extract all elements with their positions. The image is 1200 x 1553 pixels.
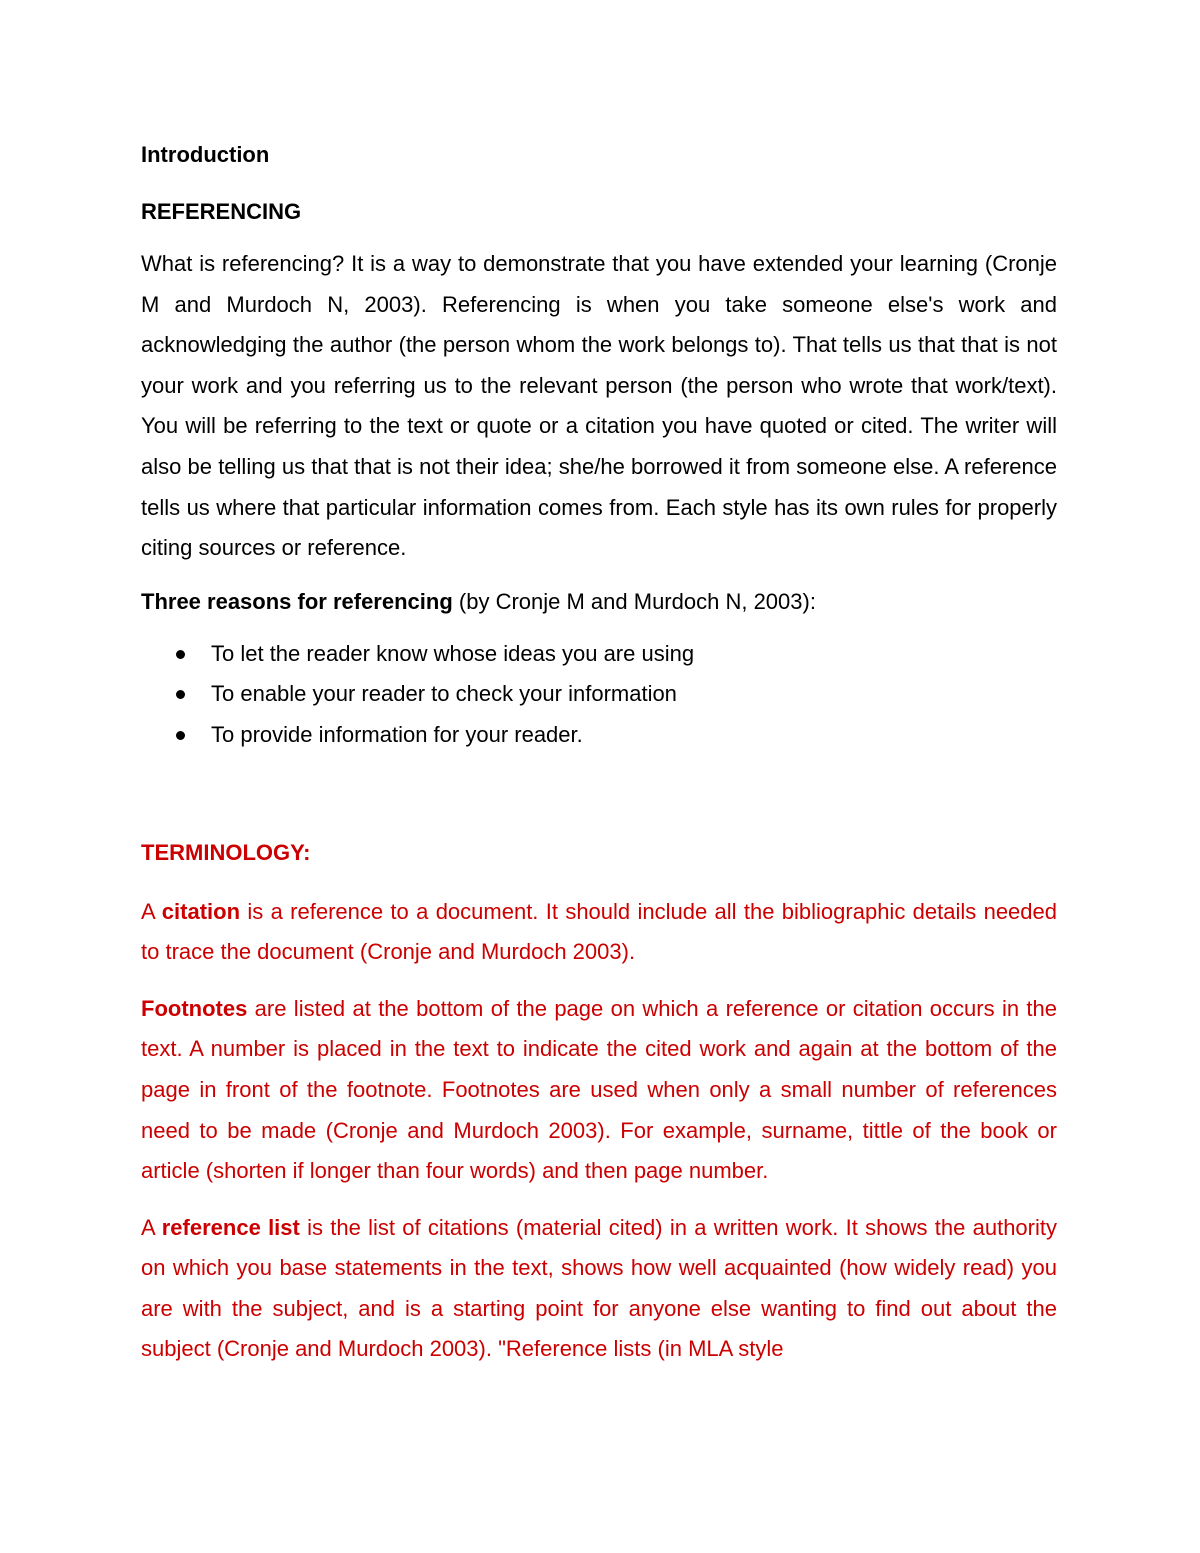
bullet-icon [176,690,185,699]
heading-referencing: REFERENCING [141,199,302,224]
footnotes-text: are listed at the bottom of the page on which a reference or citation occurs in the text. A number is placed in the text to indicate the cited work and again at the bottom of the page in front of the footnote. Footnotes are used when only a small number of references need to be made (Cronje and Murdoch 2003). For example, surname, tittle of the book or article (shorten if longer than four words) and then page number. [141,995,1057,1184]
citation-term: citation [161,898,241,924]
list-item-text: To let the reader know whose ideas you are using [211,640,695,666]
citation-text: is a reference to a document. It should include all the bibliographic details needed to trace the document (Cronje and Murdoch 2003). [141,898,1057,965]
referencing-paragraph: What is referencing? It is a way to demonstrate that you have extended your learning (Cronje M and Murdoch N, 2003). Referencing is when you take someone else's work and acknowledging the author (the person whom the work belongs to). That tells us that that is not your work and you referring us to the relevant person (the person who wrote that work/text). You will be referring to the text or quote or a citation you have quoted or cited. The writer will also be telling us that that is not their idea; she/he borrowed it from someone else. A reference tells us where that particular information comes from. Each style has its own rules for properly citing sources or reference. [141,251,1057,561]
document-page [141,138,1057,1370]
bullet-icon [176,731,185,740]
reasons-line [141,585,1057,619]
list-item [141,715,1057,756]
list-item [141,634,1057,675]
reasons-list [141,634,1057,756]
reasons-rest: (by Cronje M and Murdoch N, 2003): [452,588,816,614]
reflist-term: reference list [161,1214,300,1240]
list-item-text: To provide information for your reader. [211,721,583,747]
bullet-icon [176,650,185,659]
reflist-pre: A [141,1214,162,1240]
citation-paragraph [141,892,1057,973]
reflist-text: is the list of citations (material cited) in a written work. It shows the authority on which you base statements in the text, shows how well acquainted (how widely read) you are with the subject, and is a starting point for anyone else wanting to find out about the subject (Cronje and Murdoch 2003). "Reference lists (in MLA style [141,1214,1057,1362]
citation-pre: A [141,898,162,924]
list-item-text: To enable your reader to check your information [211,681,677,707]
footnotes-term: Footnotes [141,995,248,1021]
reference-list-paragraph [141,1208,1057,1370]
list-item [141,674,1057,715]
reasons-bold: Three reasons for referencing [141,588,453,614]
section-spacer [141,756,1057,836]
footnotes-paragraph [141,989,1057,1192]
heading-introduction: Introduction [141,142,270,167]
heading-terminology: TERMINOLOGY: [141,839,311,865]
